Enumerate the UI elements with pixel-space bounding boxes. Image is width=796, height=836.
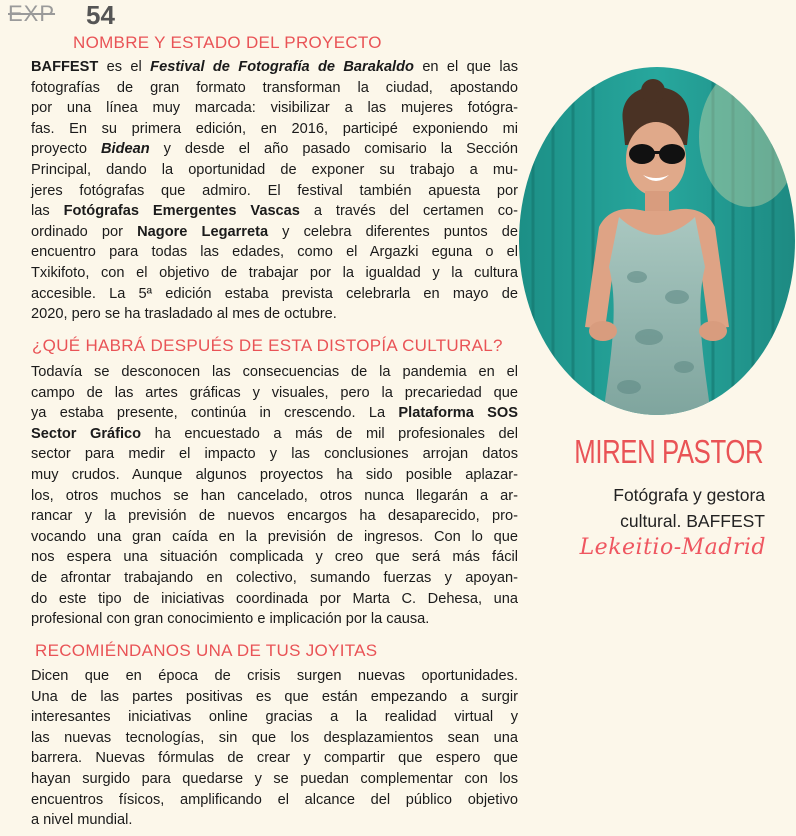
text-run: por una línea muy marcada: visibilizar a las mujeres fotógra- (31, 100, 518, 117)
text-run: es el (98, 59, 151, 75)
text-run: en el que las (413, 59, 518, 75)
text-run: y desde el año pasado comisario la Sección (149, 141, 518, 158)
text-run: proyecto (31, 141, 101, 158)
emphasis-text: Bidean (100, 141, 150, 158)
emphasis-text: Sector Gráfico (31, 425, 142, 442)
text-line (31, 687, 518, 708)
text-line (31, 728, 518, 749)
text-run: las nuevas tecnologías, sin que los desplazamientos sean una (31, 729, 518, 746)
text-line (31, 403, 518, 424)
text-run: muy crudos. Aunque algunos proyectos ha sido posible aplazar- (31, 466, 518, 483)
emphasis-text: Nagore Legarreta (137, 223, 269, 240)
page-number: 54 (86, 0, 115, 30)
text-line (31, 609, 518, 630)
text-line (31, 78, 518, 99)
text-line (31, 304, 518, 325)
text-line (31, 465, 518, 486)
text-run: de afrontar trabajando en colectivo, sumando fuerzas y apoyan- (31, 569, 518, 586)
text-run: rancar y la previsión de nuevos encargos ha desaparecido, pro- (31, 508, 518, 525)
text-line (31, 424, 518, 445)
text-line (31, 57, 518, 78)
text-run: sector para medir el impacto y las conclusiones arrojan datos (31, 446, 518, 463)
text-run: ya estaba presente, continúa in crescendo. La (31, 405, 399, 422)
text-run: Una de las partes positivas es que están empezando a surgir (31, 688, 518, 705)
person-role-line2: cultural. BAFFEST (620, 511, 765, 531)
left-hand (589, 321, 617, 341)
heading-project-name: NOMBRE Y ESTADO DEL PROYECTO (73, 33, 382, 52)
text-line (31, 139, 518, 160)
right-hand (699, 321, 727, 341)
text-line (31, 486, 518, 507)
text-line (31, 119, 518, 140)
text-run: Dicen que en época de crisis surgen nuevas oportunidades. (31, 668, 518, 684)
text-line (31, 181, 518, 202)
person-role-line1: Fotógrafa y gestora (613, 485, 765, 505)
text-run: fas. En su primera edición, en 2016, participé exponiendo mi (31, 120, 518, 137)
text-run: vocando una gran caída en la previsión de ingresos. Con lo que (31, 528, 518, 545)
project-paragraph (31, 57, 518, 325)
recommendation-paragraph (31, 666, 518, 831)
text-line (31, 748, 518, 769)
text-line (31, 769, 518, 790)
text-run: campo de las artes gráficas y visuales, pero la precariedad que (31, 384, 518, 401)
text-line (31, 362, 518, 383)
emphasis-text: Festival de Fotografía de Barakaldo (150, 59, 414, 75)
text-run: y celebra diferentes puntos de (268, 223, 518, 240)
heading-recommendation: RECOMIÉNDANOS UNA DE TUS JOYITAS (35, 641, 378, 660)
portrait-illustration (519, 67, 795, 415)
text-run: nos espera una situación complicada y creo que será más fácil (31, 549, 518, 566)
text-run: Principal, dando la oportunidad de exponer su trabajo a mu- (31, 161, 519, 178)
text-line (31, 666, 518, 687)
text-line (31, 242, 518, 263)
text-line (31, 284, 518, 305)
text-run: encuentro para todas las edades, como el Argazki eguna o el (31, 244, 518, 261)
dystopia-paragraph (31, 362, 518, 630)
neck (645, 191, 669, 213)
text-line (31, 444, 518, 465)
text-run: encuentros físicos, amplificando el alcance del público objetivo (31, 791, 518, 808)
text-line (31, 527, 518, 548)
text-run: ordinado por (31, 223, 138, 240)
text-line (31, 547, 518, 568)
sunlight (699, 67, 795, 207)
text-line (31, 383, 518, 404)
text-run: jeres fotógrafas que admiro. El festival también apuesta por (31, 182, 518, 199)
hair-bun (641, 79, 665, 103)
text-run: accesible. La 5ª edición estaba prevista celebrarla en mayo de (31, 285, 518, 302)
text-run: Todavía se desconocen las consecuencias de la pandemia en el (31, 364, 518, 380)
section-label: EXP (8, 1, 56, 26)
text-run: los, otros muchos se han cancelado, otros nunca llegarán a ar- (31, 487, 518, 504)
emphasis-text: Plataforma SOS (398, 405, 518, 422)
text-line (31, 589, 518, 610)
text-run: ha encuestado a más de mil profesionales del (141, 425, 518, 442)
text-run: fotografías de gran formato transforman la ciudad, apostando (31, 79, 518, 96)
text-run: las (31, 203, 64, 220)
person-role (525, 482, 765, 534)
text-run: hayan surgido para quedarse y se puedan complementar con los (31, 770, 518, 787)
text-line (31, 263, 518, 284)
text-line (31, 201, 518, 222)
emphasis-text: BAFFEST (31, 59, 99, 75)
text-run: profesional con gran conocimiento e implicación por la causa. (31, 611, 430, 628)
text-run: interesantes iniciativas online gracias a la realidad virtual y (31, 709, 518, 726)
text-run: Txikifoto, con el objetivo de trabajar por la igualdad y la cultura (31, 264, 518, 281)
person-name: MIREN PASTOR (574, 433, 763, 470)
text-run: a través del certamen co- (299, 203, 518, 220)
heading-after-dystopia: ¿QUÉ HABRÁ DESPUÉS DE ESTA DISTOPÍA CULTURAL? (32, 336, 503, 355)
text-run: 2020, pero se ha trasladado al mes de octubre. (31, 306, 337, 323)
text-line (31, 160, 518, 181)
text-line (31, 810, 518, 831)
text-line (31, 568, 518, 589)
text-line (31, 506, 518, 527)
text-run: a nivel mundial. (31, 812, 133, 829)
text-line (31, 707, 518, 728)
text-run: barrera. Nuevas fórmulas de crear y compartir que espero que (31, 750, 518, 767)
emphasis-text: Fotógrafas Emergentes Vascas (63, 203, 300, 220)
text-line (31, 790, 518, 811)
text-line (31, 98, 518, 119)
text-run: do este tipo de iniciativas coordinada por Marta C. Dehesa, una (31, 590, 518, 607)
person-location: Lekeitio-Madrid (579, 535, 766, 560)
text-line (31, 222, 518, 243)
portrait-photo (519, 67, 795, 415)
